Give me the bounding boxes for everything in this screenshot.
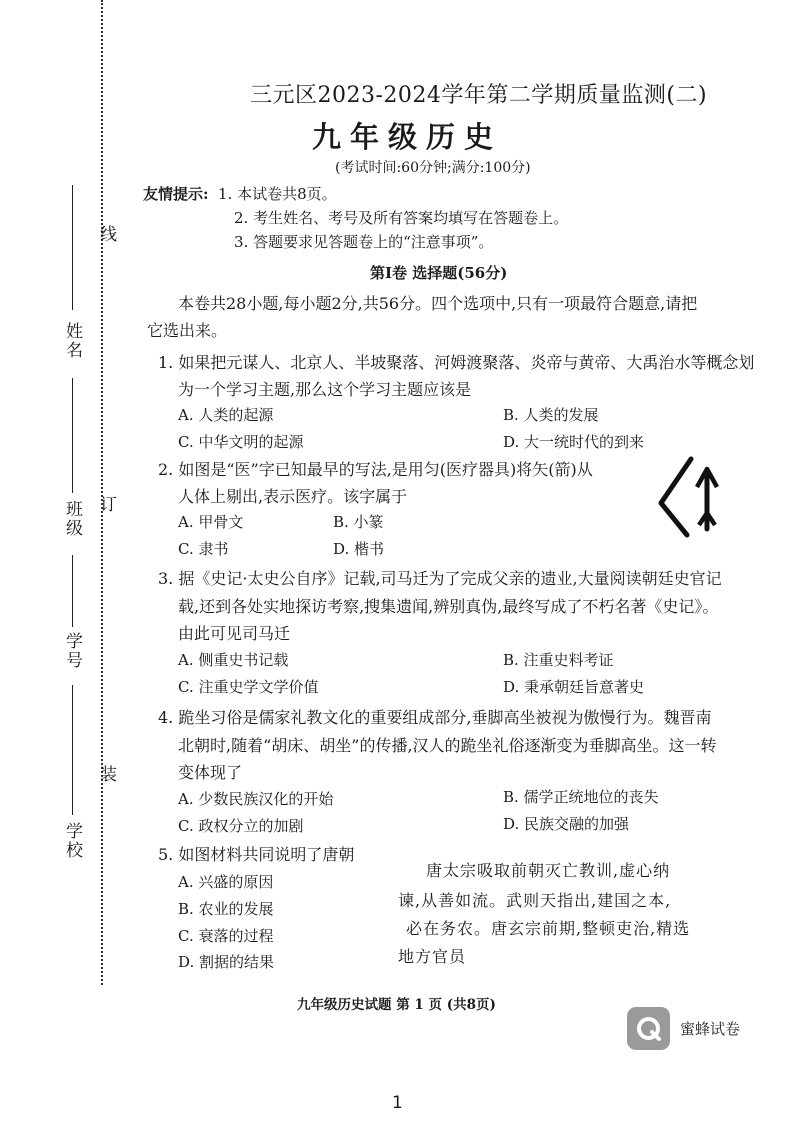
question-5-option-a: A. 兴盛的原因: [178, 873, 274, 891]
page-footer: 九年级历史试题 第 1 页 (共8页): [297, 997, 496, 1013]
school-label: 学校: [62, 822, 82, 860]
question-1-option-b: B. 人类的发展: [503, 406, 599, 424]
question-4-option-a: A. 少数民族汉化的开始: [178, 790, 334, 808]
question-1-option-a: A. 人类的起源: [178, 406, 274, 424]
class-underline: [72, 378, 73, 493]
question-4-stem: 北朝时,随着“胡床、胡坐”的传播,汉人的跪坐礼俗逐渐变为垂脚高坐。这一转: [178, 736, 717, 755]
tip-item: 2. 考生姓名、考号及所有答案均填写在答题卷上。: [234, 209, 569, 227]
question-5-option-d: D. 割据的结果: [178, 953, 275, 971]
section-heading: 第Ⅰ卷 选择题(56分): [370, 264, 508, 282]
question-5-option-b: B. 农业的发展: [178, 900, 274, 918]
question-1-option-c: C. 中华文明的起源: [178, 433, 304, 451]
question-4-stem: 4. 跪坐习俗是儒家礼教文化的重要组成部分,垂脚高坐被视为傲慢行为。魏晋南: [158, 708, 712, 727]
question-2-option-b: B. 小篆: [333, 513, 384, 531]
yi-character-image: [655, 455, 735, 547]
q5-material-line: 必在务农。唐玄宗前期,整顿吏治,精选: [406, 919, 691, 938]
question-1-option-d: D. 大一统时代的到来: [503, 433, 645, 451]
question-2-stem: 2. 如图是“医”字已知最早的写法,是用匀(医疗器具)将矢(箭)从: [158, 460, 593, 479]
question-2-option-d: D. 楷书: [333, 540, 385, 558]
tip-item: 1. 本试卷共8页。: [218, 185, 337, 203]
q5-material-box: [398, 850, 764, 975]
name-underline: [72, 185, 73, 310]
subject-title: 九年级历史: [312, 120, 503, 154]
school-underline: [72, 685, 73, 815]
question-2-stem: 人体上剔出,表示医疗。该字属于: [178, 487, 408, 506]
watermark-logo: [627, 1007, 670, 1050]
class-label: 班级: [62, 500, 82, 538]
q5-material-line: 唐太宗吸取前朝灭亡教训,虚心纳: [426, 861, 671, 880]
exam-info: (考试时间:60分钟;满分:100分): [335, 160, 531, 176]
watermark-text: 蜜蜂试卷: [680, 1020, 741, 1038]
question-1-stem: 为一个学习主题,那么这个学习主题应该是: [178, 380, 472, 399]
question-3-option-b: B. 注重史料考证: [503, 651, 614, 669]
question-5-stem: 5. 如图材料共同说明了唐朝: [158, 845, 355, 864]
q5-material-line: 地方官员: [398, 947, 467, 966]
q5-material-line: 谏,从善如流。武则天指出,建国之本,: [398, 891, 672, 910]
question-4-option-d: D. 民族交融的加强: [503, 815, 630, 833]
question-3-option-c: C. 注重史学文学价值: [178, 678, 319, 696]
page-number: 1: [392, 1093, 403, 1113]
question-4-stem: 变体现了: [178, 763, 243, 782]
logo-q-icon: [635, 1015, 662, 1042]
name-label: 姓名: [62, 322, 82, 360]
question-3-stem: 3. 据《史记·太史公自序》记载,司马迁为了完成父亲的遗业,大量阅读朝廷史官记: [158, 569, 722, 588]
tip-item: 3. 答题要求见答题卷上的“注意事项”。: [234, 233, 494, 251]
question-3-option-a: A. 侧重史书记载: [178, 651, 289, 669]
question-4-option-c: C. 政权分立的加剧: [178, 817, 304, 835]
question-4-option-b: B. 儒学正统地位的丧失: [503, 788, 659, 806]
question-3-stem: 由此可见司马迁: [178, 624, 291, 643]
binding-mark-ding: 订: [96, 495, 116, 514]
question-5-option-c: C. 衰落的过程: [178, 927, 274, 945]
number-underline: [72, 555, 73, 627]
binding-dotted-line: [101, 0, 103, 985]
binding-mark-zhuang: 装: [96, 765, 116, 784]
tips-label: 友情提示:: [143, 185, 209, 203]
exam-title: 三元区2023-2024学年第二学期质量监测(二): [250, 83, 708, 108]
question-2-option-a: A. 甲骨文: [178, 513, 244, 531]
question-2-option-c: C. 隶书: [178, 540, 229, 558]
binding-mark-xian: 线: [96, 225, 116, 244]
question-1-stem: 1. 如果把元谋人、北京人、半坡聚落、河姆渡聚落、炎帝与黄帝、大禹治水等概念划: [158, 353, 755, 372]
section-intro: 它选出来。: [147, 321, 228, 340]
question-3-option-d: D. 秉承朝廷旨意著史: [503, 678, 645, 696]
question-3-stem: 载,还到各处实地探访考察,搜集遗闻,辨别真伪,最终写成了不朽名著《史记》。: [178, 597, 719, 616]
number-label: 学号: [62, 632, 82, 670]
section-intro: 本卷共28小题,每小题2分,共56分。四个选项中,只有一项最符合题意,请把: [178, 294, 698, 313]
